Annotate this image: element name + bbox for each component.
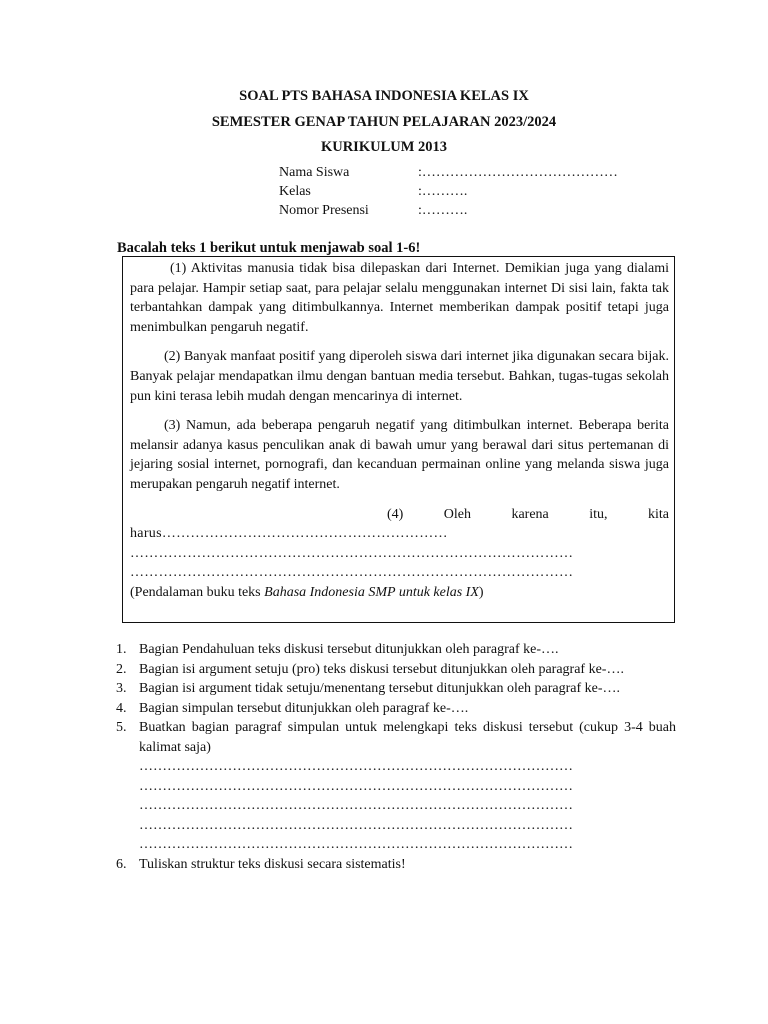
source-citation bbox=[130, 583, 669, 603]
question-text: Bagian simpulan tersebut ditunjukkan oleh paragraf ke-…. bbox=[139, 700, 469, 716]
question-text: Tuliskan struktur teks diskusi secara sistematis! bbox=[139, 856, 406, 872]
student-identity bbox=[279, 163, 618, 220]
identity-label: Nama Siswa bbox=[279, 165, 350, 180]
question-number: 4. bbox=[116, 700, 127, 716]
source-book-title: Bahasa Indonesia SMP untuk kelas IX bbox=[264, 584, 479, 600]
fill-in-line: ………………………………………………………………………………… bbox=[130, 565, 574, 581]
reading-instruction: Bacalah teks 1 berikut untuk menjawab soal 1-6! bbox=[117, 240, 421, 256]
word: Oleh bbox=[443, 506, 471, 522]
identity-label: Nomor Presensi bbox=[279, 203, 369, 218]
question-list bbox=[116, 640, 676, 874]
identity-label: Kelas bbox=[279, 184, 311, 199]
source-prefix: (Pendalaman buku teks bbox=[130, 584, 265, 600]
identity-value: :………. bbox=[418, 184, 468, 199]
identity-row-class bbox=[279, 182, 618, 201]
answer-line: ………………………………………………………………………………… bbox=[139, 817, 573, 833]
identity-row-number bbox=[279, 201, 618, 220]
question-item bbox=[116, 640, 676, 660]
question-number: 1. bbox=[116, 642, 127, 657]
paragraph-1: (1) Aktivitas manusia tidak bisa dilepaskan dari Internet. Demikian juga yang dialami para pelajar. Hampir setiap saat, para pelajar selalu menggunakan internet Di sisi lain, fakta tak terbantahkan dampak yang ditimbulkannya. Internet memberikan dampak positif tetapi juga menimbulkan pengaruh negatif. bbox=[130, 261, 669, 335]
paragraph-4 bbox=[130, 505, 669, 583]
exam-title: SOAL PTS BAHASA INDONESIA KELAS IX bbox=[239, 88, 529, 104]
question-number: 6. bbox=[116, 856, 127, 872]
question-item bbox=[116, 699, 676, 719]
answer-lines bbox=[116, 757, 676, 855]
word: itu, bbox=[589, 506, 608, 522]
answer-line: ………………………………………………………………………………… bbox=[139, 837, 573, 852]
identity-row-name bbox=[279, 163, 618, 182]
answer-line: ………………………………………………………………………………… bbox=[139, 778, 573, 794]
word: karena bbox=[511, 506, 549, 522]
question-item bbox=[116, 679, 676, 699]
question-text: Bagian isi argument tidak setuju/menentang tersebut ditunjukkan oleh paragraf ke-…. bbox=[139, 681, 621, 696]
semester-title: SEMESTER GENAP TAHUN PELAJARAN 2023/2024 bbox=[211, 114, 557, 130]
curriculum-title: KURIKULUM 2013 bbox=[320, 139, 448, 155]
word: (4) bbox=[387, 506, 404, 522]
identity-value: :………. bbox=[418, 203, 468, 218]
question-item bbox=[116, 855, 676, 875]
question-text: Bagian Pendahuluan teks diskusi tersebut ditunjukkan oleh paragraf ke-…. bbox=[139, 642, 559, 657]
paragraph-4-lead bbox=[130, 505, 669, 525]
identity-value: :…………………………………… bbox=[418, 165, 618, 180]
discussion-text-box bbox=[122, 256, 675, 623]
question-text: Bagian isi argument setuju (pro) teks diskusi tersebut ditunjukkan oleh paragraf ke-…. bbox=[139, 661, 624, 677]
answer-line: ………………………………………………………………………………… bbox=[139, 759, 573, 774]
question-number: 5. bbox=[116, 720, 127, 735]
fill-in-line: ………………………………………………………………………………… bbox=[130, 545, 574, 561]
question-text: Buatkan bagian paragraf simpulan untuk melengkapi teks diskusi tersebut (cukup 3-4 buah kalimat saja) bbox=[139, 720, 676, 755]
question-item bbox=[116, 660, 676, 680]
fill-in-line: harus…………………………………………………… bbox=[130, 526, 448, 542]
paragraph-3: (3) Namun, ada beberapa pengaruh negatif yang ditimbulkan internet. Beberapa berita melansir adanya kasus penculikan anak di bawah umur yang berawal dari situs pertemanan di jejaring sosial internet, pornografi, dan kecanduan permainan online yang melanda siswa juga merupakan pengaruh negatif internet. bbox=[130, 418, 669, 492]
paragraph-2: (2) Banyak manfaat positif yang diperoleh siswa dari internet jika digunakan secara bijak. Banyak pelajar mendapatkan ilmu dengan bantuan media tersebut. Bahkan, tugas-tugas sekolah pun kini terasa lebih mudah dengan mencarinya di internet. bbox=[130, 349, 669, 404]
question-number: 2. bbox=[116, 661, 127, 677]
question-number: 3. bbox=[116, 681, 127, 696]
word: kita bbox=[647, 506, 669, 522]
source-suffix: ) bbox=[478, 584, 484, 600]
answer-line: ………………………………………………………………………………… bbox=[139, 798, 573, 813]
question-item bbox=[116, 718, 676, 757]
